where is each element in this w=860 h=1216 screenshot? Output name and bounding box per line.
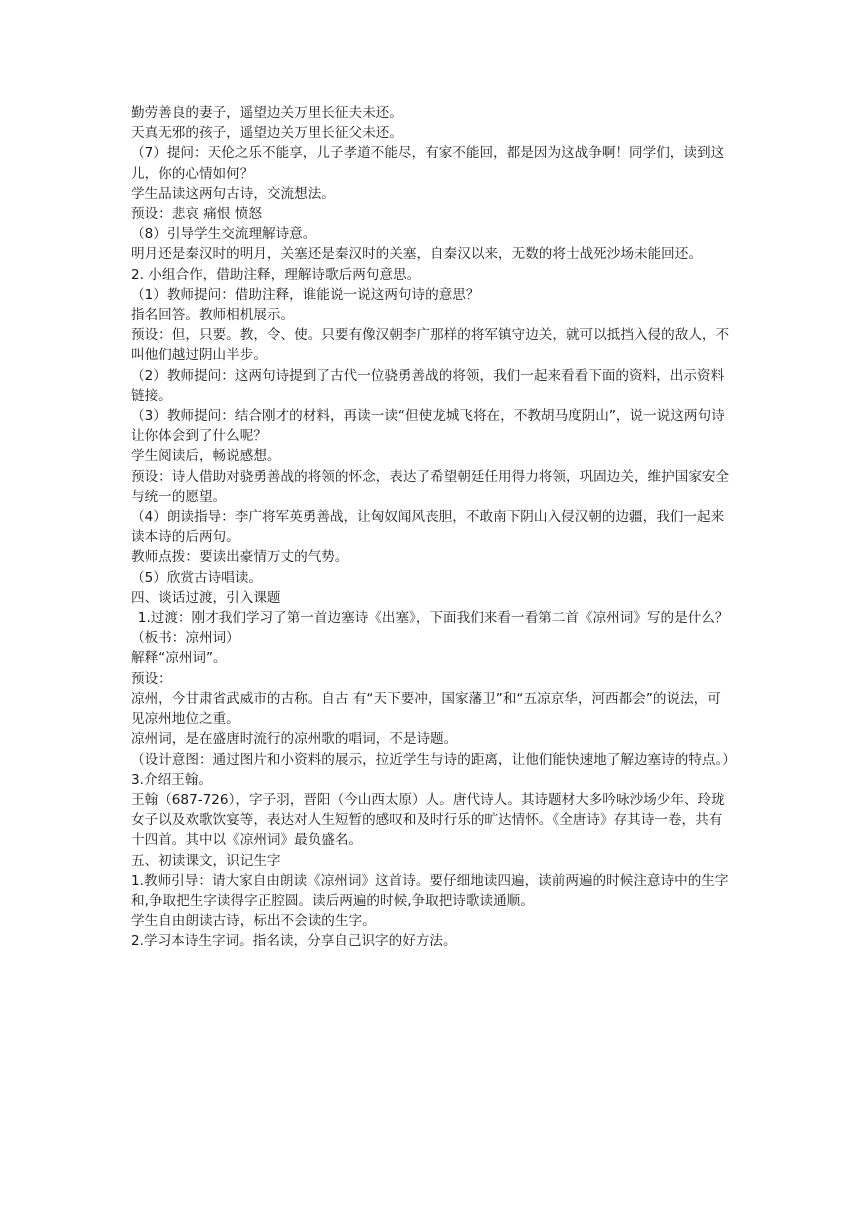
paragraph: （1）教师提问：借助注释，谁能说一说这两句诗的意思？ (131, 286, 480, 303)
paragraph: 1.过渡：刚才我们学习了第一首边塞诗《出塞》，下面我们来看一看第二首《凉州词》写的是什么？（板书：凉州词） (131, 610, 729, 647)
paragraph: 预设：诗人借助对骁勇善战的将领的怀念，表达了希望朝廷任用得力将领，巩固边关，维护国家安全与统一的愿望。 (131, 468, 730, 505)
section-heading: 2. 小组合作，借助注释，理解诗歌后两句意思。 (131, 266, 421, 283)
paragraph: 3.介绍王翰。 (131, 771, 212, 788)
paragraph: 天真无邪的孩子，遥望边关万里长征父未还。 (131, 125, 403, 142)
paragraph: （5）欣赏古诗唱读。 (131, 569, 262, 586)
paragraph: 解释“凉州词”。 (131, 650, 227, 667)
paragraph: （4）朗读指导：李广将军英勇善战，让匈奴闻风丧胆，不敢南下阴山入侵汉朝的边疆，我们一起来读本诗的后两句。 (131, 509, 725, 546)
paragraph: 学生品读这两句古诗，交流想法。 (131, 185, 335, 202)
paragraph: 预设：但，只要。教，令、使。只要有像汉朝李广那样的将军镇守边关，就可以抵挡入侵的敌人，不叫他们越过阴山半步。 (131, 327, 730, 364)
paragraph: 预设： (131, 670, 172, 687)
paragraph: （7）提问：天伦之乐不能享，儿子孝道不能尽，有家不能回，都是因为这战争啊！同学们，读到这儿，你的心情如何？ (131, 145, 725, 182)
paragraph: 1.教师引导：请大家自由朗读《凉州词》这首诗。要仔细地读四遍，读前两遍的时候注意诗中的生字和,争取把生字读得字正腔圆。读后两遍的时候,争取把诗歌读通顺。 (131, 872, 729, 909)
section-heading: 四、谈话过渡，引入课题 (131, 589, 281, 606)
paragraph: （设计意图：通过图片和小资料的展示，拉近学生与诗的距离，让他们能快速地了解边塞诗的特点。） (131, 751, 736, 768)
paragraph: 凉州词，是在盛唐时流行的凉州歌的唱词，不是诗题。 (131, 731, 458, 748)
document-body (131, 103, 736, 952)
section-heading: 五、初读课文，识记生字 (131, 852, 281, 869)
paragraph: （2）教师提问：这两句诗提到了古代一位骁勇善战的将领，我们一起来看看下面的资料，出示资料链接。 (131, 367, 725, 404)
paragraph: 学生自由朗读古诗，标出不会读的生字。 (131, 913, 376, 930)
paragraph: 凉州，今甘肃省武威市的古称。自古 有“天下要冲，国家藩卫”和“五凉京华，河西都会”的说法，可见凉州地位之重。 (131, 690, 721, 728)
paragraph: 教师点拨：要读出豪情万丈的气势。 (131, 549, 349, 566)
paragraph: 学生阅读后，畅说感想。 (131, 448, 281, 465)
paragraph: 预设：悲哀 痛恨 愤怒 (131, 206, 262, 223)
paragraph: （3）教师提问：结合刚才的材料，再读一读“但使龙城飞将在，不教胡马度阴山”，说一说这两句诗让你体会到了什么呢？ (131, 408, 725, 445)
paragraph: （8）引导学生交流理解诗意。 (131, 226, 317, 243)
paragraph: 勤劳善良的妻子，遥望边关万里长征夫未还。 (131, 105, 403, 121)
paragraph: 2.学习本诗生字词。指名读，分享自己识字的好方法。 (131, 933, 457, 950)
paragraph: 王翰（687-726），字子羽，晋阳（今山西太原）人。唐代诗人。其诗题材大多吟咏沙场少年、玲珑女子以及欢歌饮宴等，表达对人生短暂的感叹和及时行乐的旷达情怀。《全唐诗》存其诗一卷，共有十四首。其中以《凉州词》最负盛名。 (131, 791, 725, 849)
paragraph: 明月还是秦汉时的明月，关塞还是秦汉时的关塞，自秦汉以来，无数的将士战死沙场未能回还。 (131, 246, 702, 263)
paragraph: 指名回答。教师相机展示。 (131, 307, 295, 324)
